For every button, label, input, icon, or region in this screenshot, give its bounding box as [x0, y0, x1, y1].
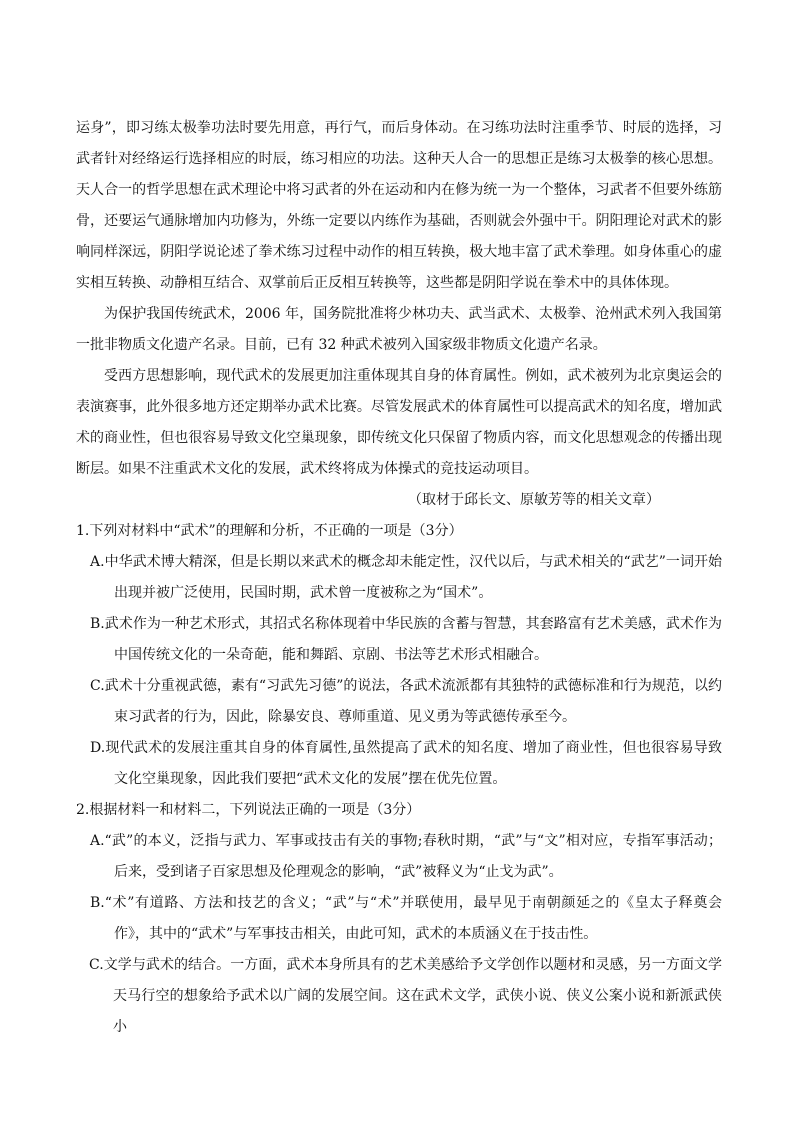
- question-1-option-a: A.中华武术博大精深，但是长期以来武术的概念却未能定性，汉代以后，与武术相关的“武艺”一词开始出现并被广泛使用，民国时期，武术曾一度被称之为“国术”。: [90, 554, 722, 601]
- document-body: [76, 113, 722, 1043]
- question-1-option-b: B.武术作为一种艺术形式，其招式名称体现着中华民族的含蓄与智慧，其套路富有艺术美感，武术作为中国传统文化的一朵奇葩，能和舞蹈、京剧、书法等艺术形式相融合。: [90, 616, 722, 663]
- question-2-option-b: B.“术”有道路、方法和技艺的含义；“武”与“术”并联使用，最早见于南朝颜延之的《皇太子释奠会作》，其中的“武术”与军事技击相关，由此可知，武术的本质涵义在于技击性。: [90, 895, 722, 942]
- question-1-option-d: D.现代武术的发展注重其自身的体育属性,虽然提高了武术的知名度、增加了商业性，但也很容易导致文化空巢现象，因此我们要把“武术文化的发展”摆在优先位置。: [90, 740, 722, 787]
- passage-source: （取材于邱长文、原敏芳等的相关文章）: [408, 492, 660, 508]
- question-1-options: [76, 547, 722, 795]
- question-1-option-c: C.武术十分重视武德，素有“习武先习德”的说法，各武术流派都有其独特的武德标准和行为规范，以约束习武者的行为，因此，除暴安良、尊师重道、见义勇为等武德传承至今。: [90, 678, 722, 725]
- question-2-option-c: C.文学与武术的结合。一方面，武术本身所具有的艺术美感给予文学创作以题材和灵感，另一方面文学天马行空的想象给予武术以广阔的发展空间。这在武术文学，武侠小说、侠义公案小说和新派武侠小: [89, 957, 722, 1035]
- question-2-option-a: A.“武”的本义，泛指与武力、军事或技击有关的事物;春秋时期，“武”与“文”相对应，专指军事活动；后来，受到诸子百家思想及伦理观念的影响，“武”被释义为“止戈为武”。: [90, 833, 722, 880]
- passage-paragraph-1: 运身”，即习练太极拳功法时要先用意，再行气，而后身体动。在习练功法时注重季节、时辰的选择，习武者针对经络运行选择相应的时辰，练习相应的功法。这种天人合一的思想正是练习太极拳的核心思想。天人合一的哲学思想在武术理论中将习武者的外在运动和内在修为统一为一个整体，习武者不但要外练筋骨，还要运气通脉增加内功修为，外练一定要以内练作为基础，否则就会外强中干。阴阳理论对武术的影响同样深远，阴阳学说论述了拳术练习过程中动作的相互转换，极大地丰富了武术拳理。如身体重心的虚实相互转换、动静相互结合、双掌前后正反相互转换等，这些都是阴阳学说在拳术中的具体体现。: [76, 120, 722, 291]
- passage-paragraph-3: 受西方思想影响，现代武术的发展更加注重体现其自身的体育属性。例如，武术被列为北京奥运会的表演赛事，此外很多地方还定期举办武术比赛。尽管发展武术的体育属性可以提高武术的知名度，增加武术的商业性，但也很容易导致文化空巢现象，即传统文化只保留了物质内容，而文化思想观念的传播出现断层。如果不注重武术文化的发展，武术终将成为体操式的竞技运动项目。: [76, 368, 722, 477]
- passage-paragraph-2: 为保护我国传统武术，2006 年，国务院批准将少林功夫、武当武术、太极拳、沧州武术列入我国第一批非物质文化遗产名录。目前，已有 32 种武术被列入国家级非物质文化遗产名录。: [76, 306, 722, 353]
- question-2-options: [76, 826, 722, 1043]
- question-1-stem: 1.下列对材料中“武术”的理解和分析，不正确的一项是（3分）: [76, 523, 463, 539]
- question-2-stem: 2.根据材料一和材料二，下列说法正确的一项是（3分）: [76, 802, 421, 818]
